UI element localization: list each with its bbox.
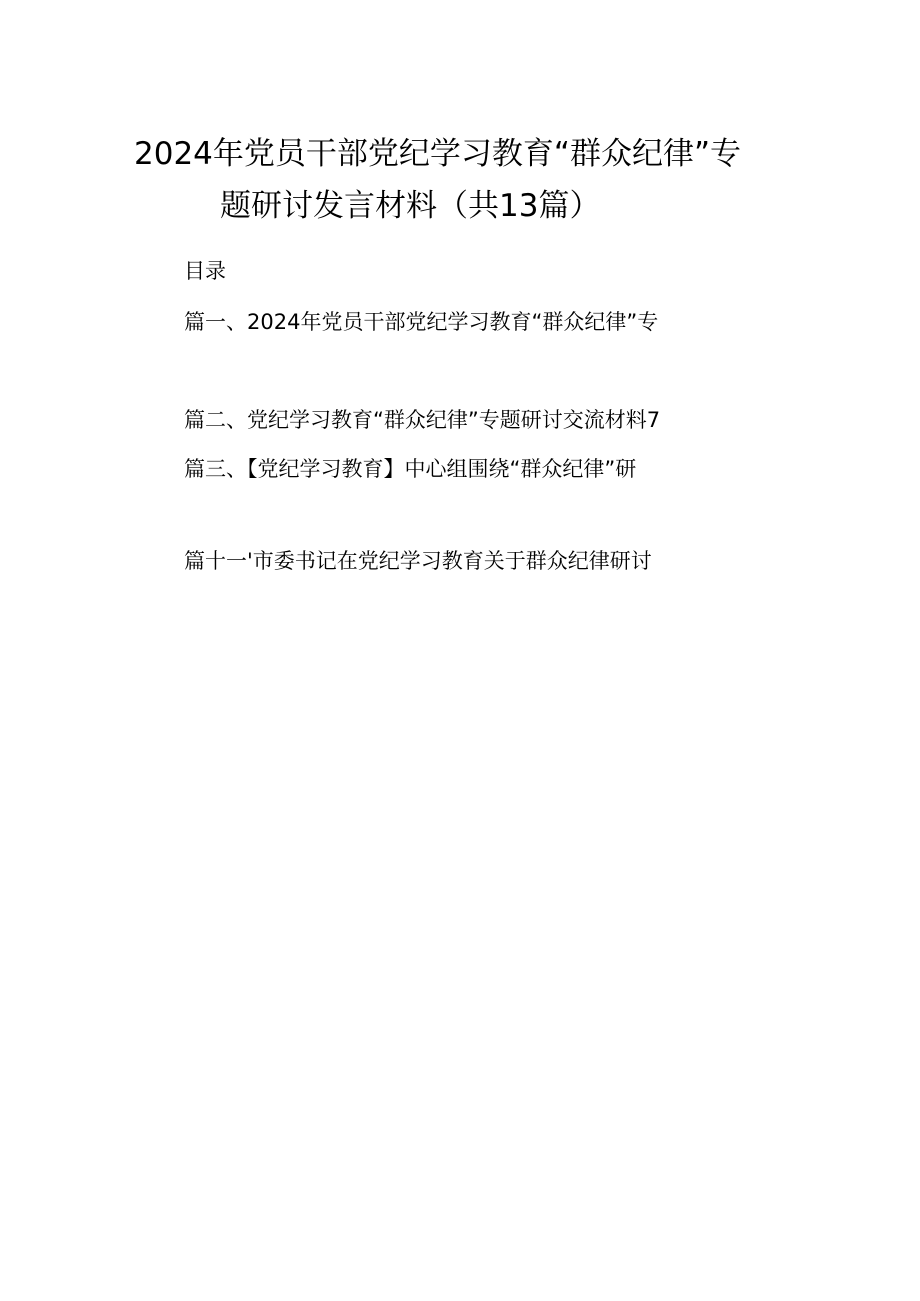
toc-heading: 目录 xyxy=(184,259,226,283)
title-line-1: 2024年党员干部党纪学习教育“群众纪律”专 xyxy=(134,136,742,172)
document-title xyxy=(120,128,820,232)
toc-item[interactable]: 篇一、2024年党员干部党纪学习教育“群众纪律”专 xyxy=(184,310,659,334)
title-line-2: 题研讨发言材料（共13篇） xyxy=(220,188,601,224)
toc-item[interactable]: 篇十一'市委书记在党纪学习教育关于群众纪律研讨 xyxy=(184,549,652,573)
toc-item[interactable]: 篇二、党纪学习教育“群众纪律”专题研讨交流材料7 xyxy=(184,408,661,432)
toc-item[interactable]: 篇三、【党纪学习教育】中心组围绕“群众纪律”研 xyxy=(184,457,637,481)
